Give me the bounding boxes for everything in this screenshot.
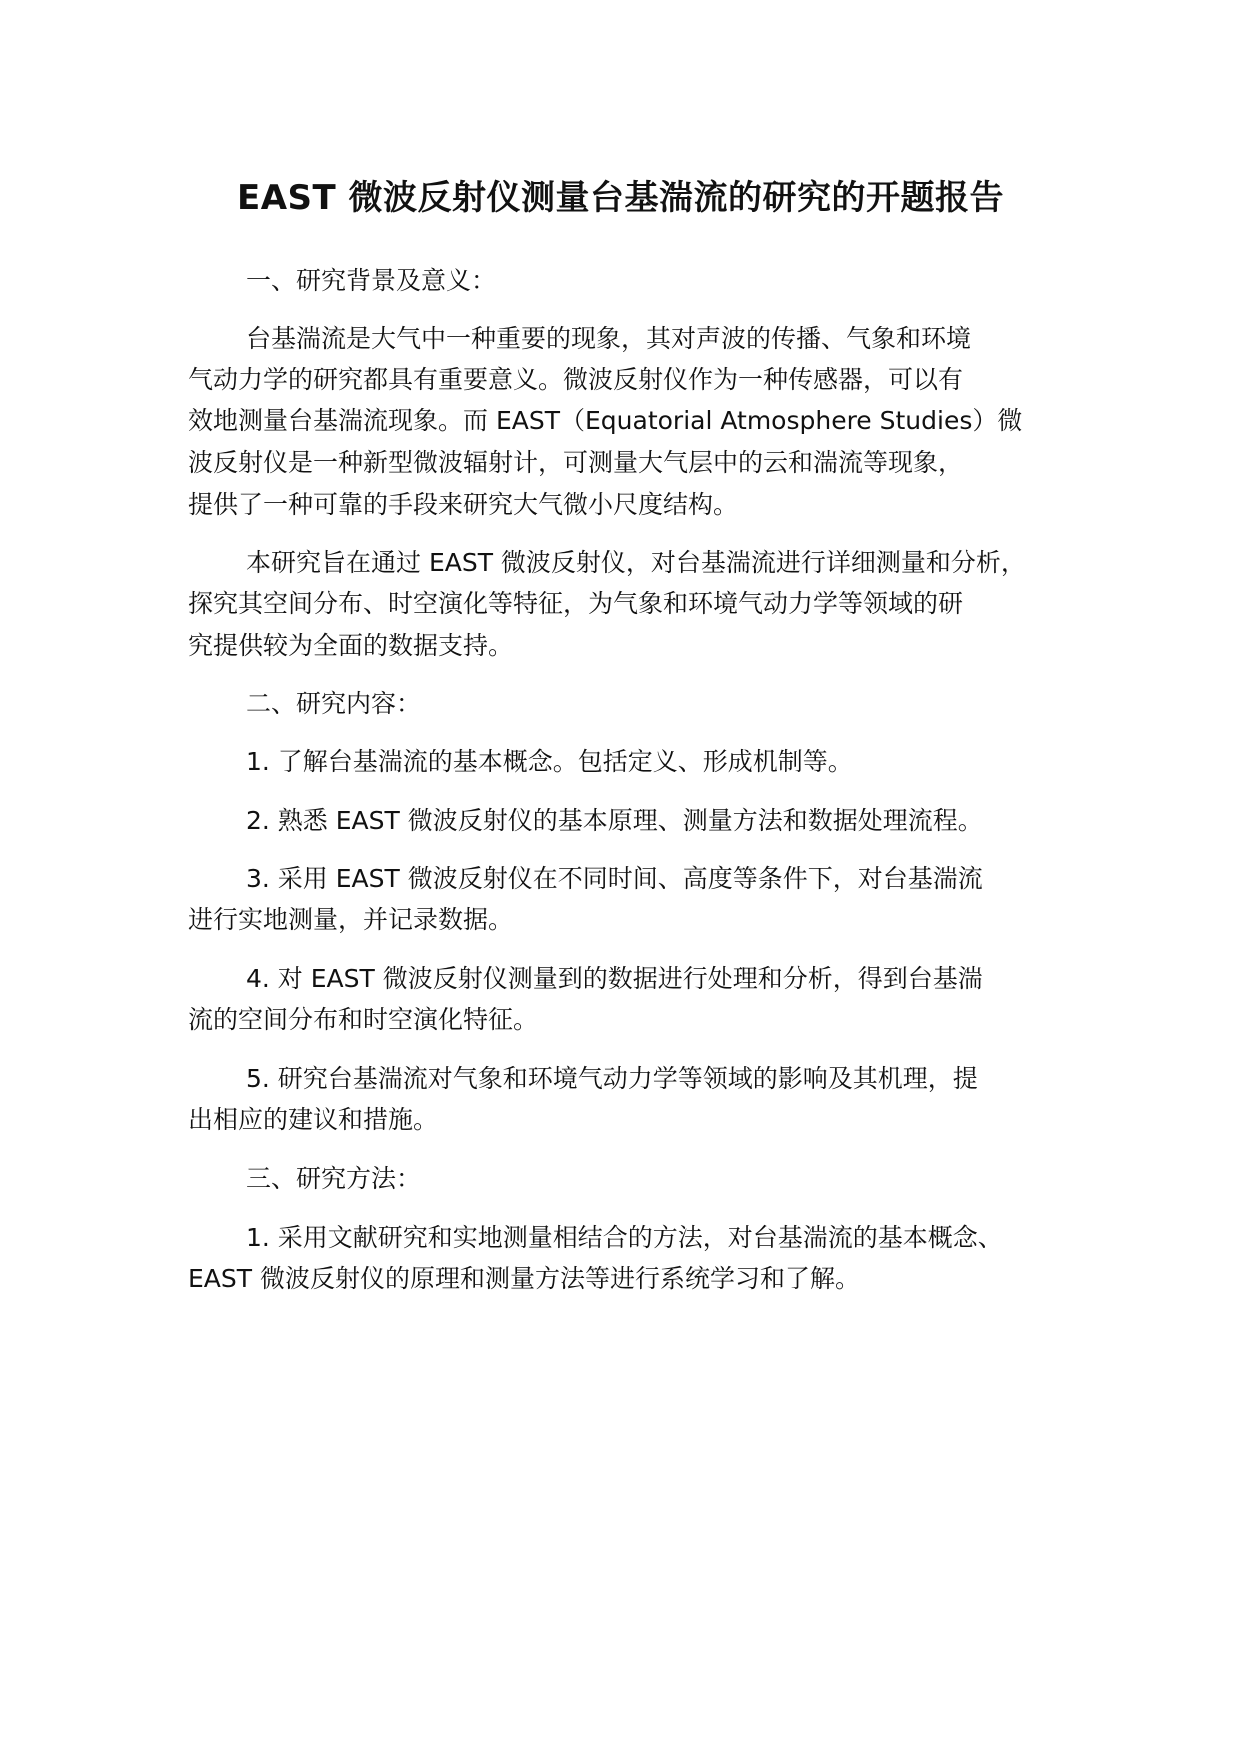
list-item: 5. 研究台基湍流对气象和环境气动力学等领域的影响及其机理，提 [246,1064,978,1093]
list-item-continuation: EAST 微波反射仪的原理和测量方法等进行系统学习和了解。 [188,1264,860,1293]
list-item: 3. 采用 EAST 微波反射仪在不同时间、高度等条件下，对台基湍流 [246,864,983,893]
section-heading-content: 二、研究内容： [246,689,422,718]
list-item: 4. 对 EAST 微波反射仪测量到的数据进行处理和分析，得到台基湍 [246,964,983,993]
paragraph-line: 效地测量台基湍流现象。而 EAST（Equatorial Atmosphere Studies）微 [188,406,1023,435]
paragraph-line: 本研究旨在通过 EAST 微波反射仪，对台基湍流进行详细测量和分析， [246,548,1026,577]
section-heading-background: 一、研究背景及意义： [246,266,497,295]
paragraph-line: 气动力学的研究都具有重要意义。微波反射仪作为一种传感器，可以有 [188,365,964,394]
paragraph-line: 探究其空间分布、时空演化等特征，为气象和环境气动力学等领域的研 [188,589,964,618]
paragraph-line: 提供了一种可靠的手段来研究大气微小尺度结构。 [188,490,739,519]
list-item: 1. 了解台基湍流的基本概念。包括定义、形成机制等。 [246,747,853,776]
list-item-continuation: 出相应的建议和措施。 [188,1105,439,1134]
document-title: EAST 微波反射仪测量台基湍流的研究的开题报告 [236,178,1005,218]
list-item-continuation: 进行实地测量，并记录数据。 [188,905,514,934]
paragraph-line: 台基湍流是大气中一种重要的现象，其对声波的传播、气象和环境 [246,324,972,353]
list-item: 1. 采用文献研究和实地测量相结合的方法，对台基湍流的基本概念、 [246,1223,1003,1252]
paragraph-line: 波反射仪是一种新型微波辐射计，可测量大气层中的云和湍流等现象， [188,448,964,477]
paragraph-line: 究提供较为全面的数据支持。 [188,631,514,660]
section-heading-methods: 三、研究方法： [246,1164,422,1193]
list-item-continuation: 流的空间分布和时空演化特征。 [188,1005,539,1034]
list-item: 2. 熟悉 EAST 微波反射仪的基本原理、测量方法和数据处理流程。 [246,806,983,835]
